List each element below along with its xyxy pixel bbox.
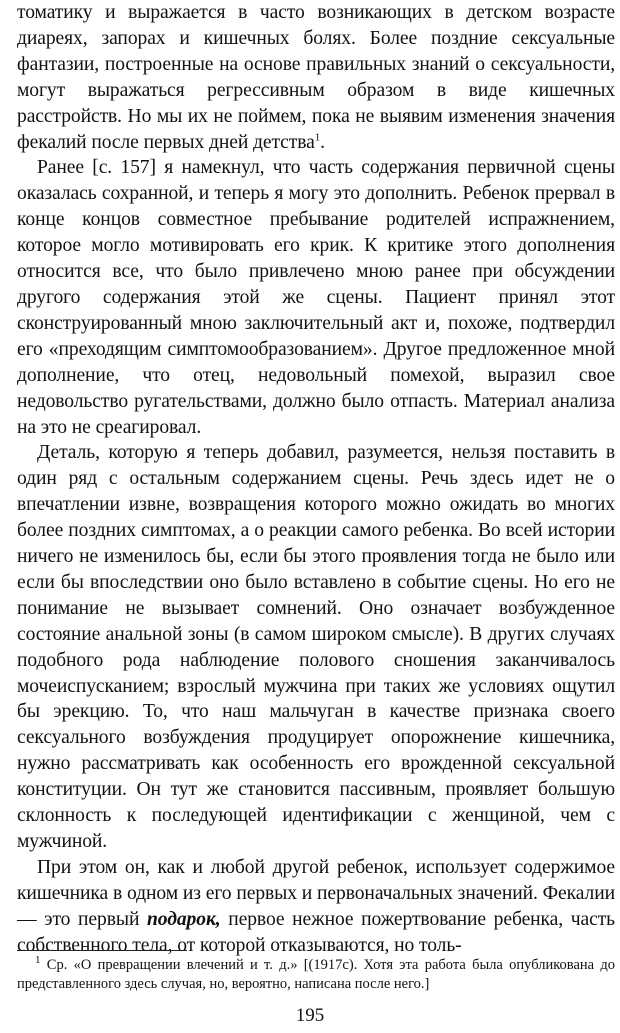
body-text (17, 0, 615, 959)
emphasis-gift: подарок, (147, 908, 221, 930)
paragraph-4-text-after: первое нежное пожертвование ребенка, часть собственного тела, от которой отказываются, но толь- (17, 908, 615, 956)
paragraph-4-text-before: При этом он, как и любой другой ребенок, использует содержимое кишечника в одном из его первых и первоначальных значений. Фекалии — это первый (17, 856, 615, 930)
paragraph-1-end: . (320, 131, 325, 153)
paragraph-3: Деталь, которую я теперь добавил, разумеется, нельзя поставить в один ряд с остальным содержанием сцены. Речь здесь идет не о впечатлении извне, возвращения которого можно ожидать во многих более поздних симптомах, а о реакции самого ребенка. Во всей истории ничего не изменилось бы, если бы этого проявления тогда не было или если бы впоследствии оно было вставлено в событие сцены. Но его не понимание не вызывает сомнений. Оно означает возбужденное состояние анальной зоны (в самом широком смысле). В других случаях подобного рода наблюдение полового сношения заканчивалось мочеиспусканием; взрослый мужчина при таких же условиях ощутил бы эрекцию. То, что наш мальчуган в качестве признака своего сексуального возбуждения продуцирует опорожнение кишечника, нужно рассматривать как особенность его врожденной сексуальной конституции. Он тут же становится пассивным, проявляет большую склонность к последующей идентификации с женщиной, чем с мужчиной. (17, 442, 615, 852)
footnote-divider (17, 950, 187, 951)
footnote (17, 956, 615, 994)
page-number: 195 (295, 1005, 325, 1026)
paragraph-4 (17, 855, 615, 959)
footnote-marker: 1 (35, 954, 41, 967)
footnote-text: Ср. «О превращении влечений и т. д.» [(1917с). Хотя эта работа была опубликована до представленного здесь случая, но, вероятно, написана после него.] (17, 957, 615, 992)
footnote-text-block (17, 956, 615, 994)
paragraph-1-text: томатику и выражается в часто возникающих в детском возрасте диареях, запорах и кишечных болях. Более поздние сексуальные фантазии, построенные на основе правильных знаний о сексуальности, могут выражаться регрессивным образом в виде кишечных расстройств. Но мы их не поймем, пока не выявим изменения значения фекалий после первых дней детства (17, 2, 615, 153)
paragraph-1 (17, 0, 615, 155)
footnote-reference: 1 (314, 131, 321, 143)
paragraph-2: Ранее [с. 157] я намекнул, что часть содержания первичной сцены оказалась сохранной, и теперь я могу это дополнить. Ребенок прервал в конце концов совместное пребывание родителей испражнением, которое могло мотивировать его крик. К критике этого дополнения относится все, что было привлечено мною ранее при обсуждении другого содержания этой же сцены. Пациент принял этот сконструированный мною заключительный акт и, похоже, подтвердил его «преходящим симптомообразованием». Другое предложенное мной дополнение, что отец, недовольный помехой, выразил свое недовольство ругательствами, должно было отпасть. Материал анализа на это не среагировал. (17, 157, 615, 438)
